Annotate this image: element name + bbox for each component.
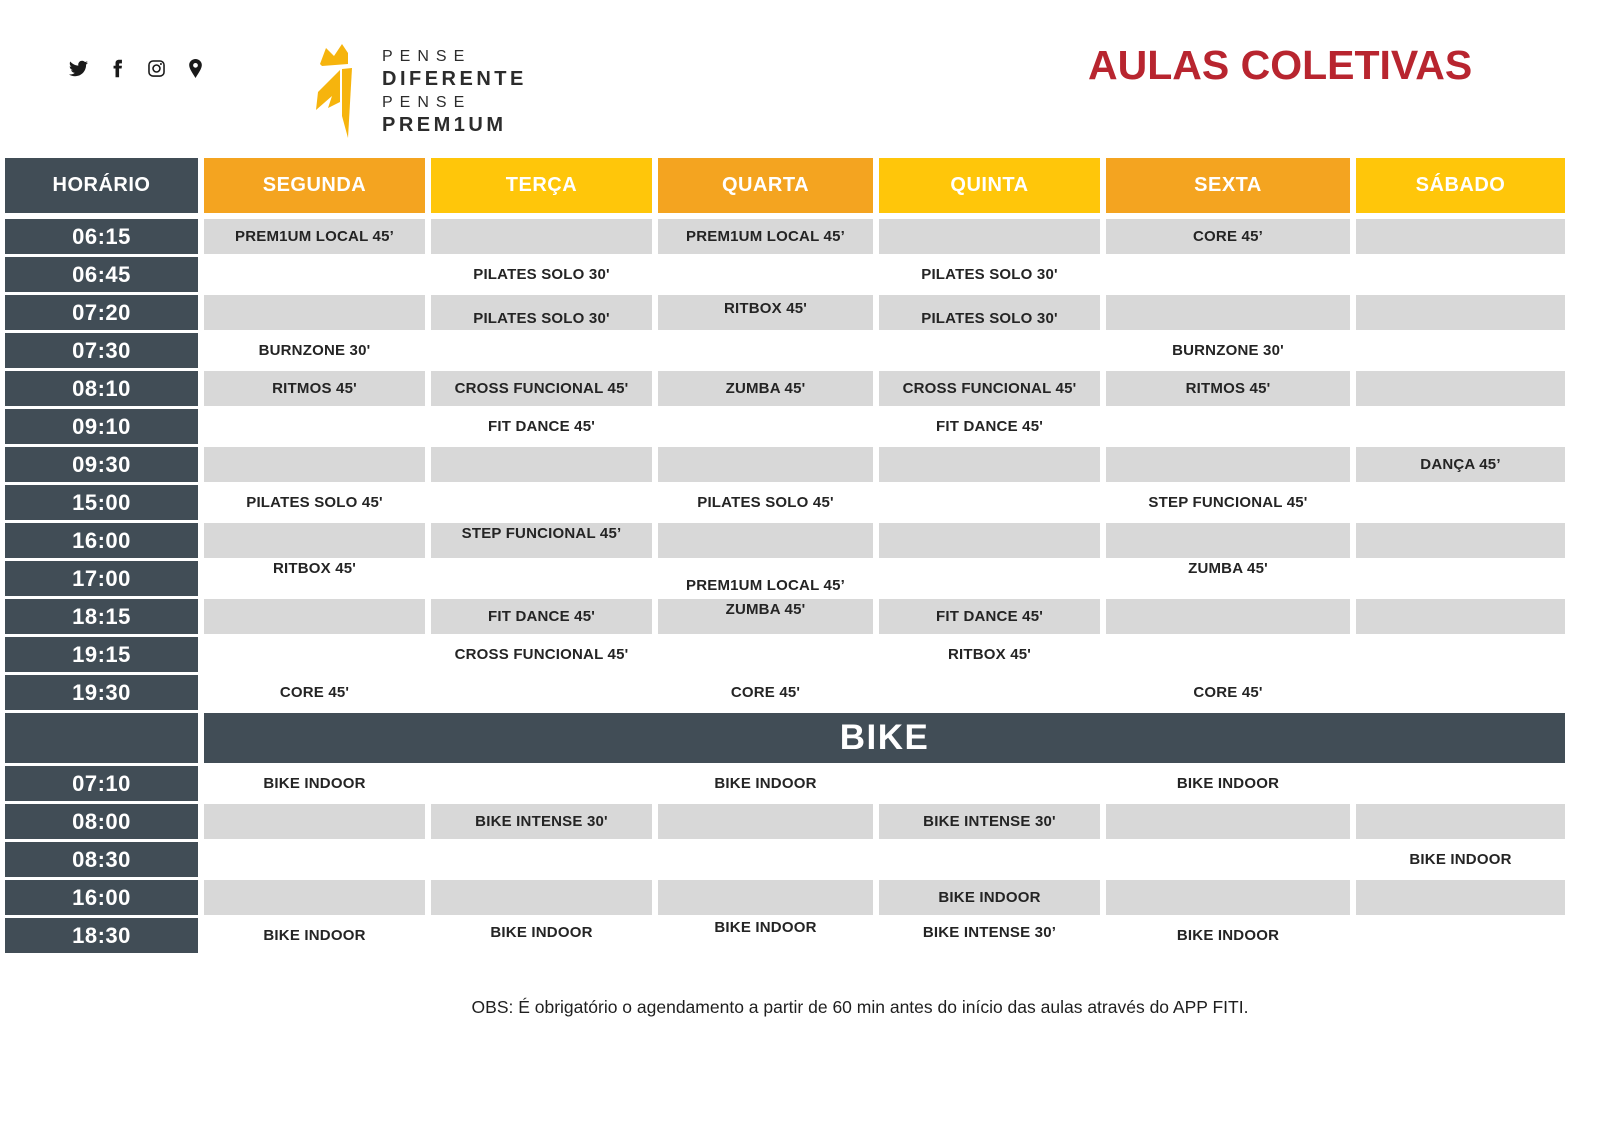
- class-cell: [1106, 880, 1350, 915]
- class-cell: [1356, 409, 1565, 444]
- class-cell: PREM1UM LOCAL 45’: [658, 219, 873, 254]
- table-row: [5, 257, 1565, 292]
- table-row: [5, 599, 1565, 634]
- class-cell: CROSS FUNCIONAL 45': [454, 646, 629, 663]
- class-cell: [1356, 257, 1565, 292]
- class-cell: [204, 599, 425, 634]
- instagram-icon[interactable]: [146, 58, 167, 79]
- class-cell: [879, 447, 1100, 482]
- class-cell: [431, 485, 652, 520]
- class-cell: [658, 409, 873, 444]
- time-cell: 06:45: [5, 257, 198, 292]
- class-cell: [658, 880, 873, 915]
- class-cell: [1106, 804, 1350, 839]
- class-cell: BIKE INDOOR: [714, 775, 817, 792]
- class-cell: [1356, 637, 1565, 672]
- class-cell: BIKE INDOOR: [1176, 927, 1280, 944]
- column-header-segunda: SEGUNDA: [204, 158, 425, 213]
- bike-section-row: [5, 713, 1565, 763]
- footer-note: OBS: É obrigatório o agendamento a partir de 60 min antes do início das aulas através do APP FITI.: [471, 997, 1249, 1017]
- column-header-horário: HORÁRIO: [5, 158, 198, 213]
- class-cell: [1106, 523, 1350, 558]
- column-header-quinta: QUINTA: [879, 158, 1100, 213]
- class-cell: [1356, 675, 1565, 710]
- class-cell: FIT DANCE 45': [879, 599, 1100, 634]
- class-cell: [658, 523, 873, 558]
- class-cell: PILATES SOLO 30': [879, 295, 1100, 330]
- logo-text: [382, 44, 527, 136]
- class-cell: DANÇA 45’: [1356, 447, 1565, 482]
- table-row: [5, 842, 1565, 877]
- table-row: [5, 371, 1565, 406]
- table-header-row: [5, 158, 1565, 213]
- class-cell: [658, 257, 873, 292]
- class-cell: [879, 333, 1100, 368]
- logo-line-3: PENSE: [382, 94, 472, 111]
- class-cell: [1356, 295, 1565, 330]
- table-row: [5, 766, 1565, 801]
- class-cell: BIKE INDOOR: [879, 880, 1100, 915]
- class-cell: [204, 523, 425, 558]
- class-cell: [204, 447, 425, 482]
- class-cell: BIKE INDOOR: [490, 924, 593, 941]
- table-row: [5, 918, 1565, 953]
- time-cell: 09:30: [5, 447, 198, 482]
- class-cell: [658, 804, 873, 839]
- class-cell: [204, 637, 425, 672]
- class-cell: RITMOS 45': [1106, 371, 1350, 406]
- class-cell: CORE 45’: [1106, 219, 1350, 254]
- schedule-rows: [5, 219, 1565, 710]
- bike-section-header: BIKE: [204, 713, 1565, 763]
- time-cell: 07:20: [5, 295, 198, 330]
- class-cell: [1106, 447, 1350, 482]
- table-row: [5, 675, 1565, 710]
- class-cell: BIKE INTENSE 30': [431, 804, 652, 839]
- class-cell: PILATES SOLO 30': [473, 266, 610, 283]
- time-cell: 19:15: [5, 637, 198, 672]
- time-cell: 09:10: [5, 409, 198, 444]
- class-cell: PREM1UM LOCAL 45’: [686, 577, 845, 594]
- table-row: [5, 447, 1565, 482]
- logo-line-2: DIFERENTE: [382, 68, 527, 90]
- table-row: [5, 880, 1565, 915]
- class-cell: [1106, 842, 1350, 877]
- class-cell: BIKE INDOOR: [263, 927, 366, 944]
- table-row: [5, 485, 1565, 520]
- class-cell: [204, 804, 425, 839]
- class-cell: [879, 842, 1100, 877]
- class-cell: FIT DANCE 45': [431, 599, 652, 634]
- location-pin-icon[interactable]: [185, 58, 206, 79]
- class-cell: [1356, 766, 1565, 801]
- class-cell: FIT DANCE 45': [935, 418, 1043, 435]
- table-row: [5, 637, 1565, 672]
- class-cell: PILATES SOLO 45': [246, 494, 383, 511]
- crown-ribbon-icon: [306, 44, 366, 138]
- class-cell: [204, 409, 425, 444]
- time-cell: 08:30: [5, 842, 198, 877]
- class-cell: CORE 45': [730, 684, 801, 701]
- class-cell: [204, 880, 425, 915]
- class-cell: [1356, 561, 1565, 596]
- class-cell: [1356, 880, 1565, 915]
- class-cell: PILATES SOLO 45': [697, 494, 834, 511]
- logo-line-4: PREM1UM: [382, 114, 507, 136]
- class-cell: [431, 880, 652, 915]
- class-cell: [879, 561, 1100, 596]
- class-cell: CORE 45': [1193, 684, 1263, 701]
- class-cell: BIKE INDOOR: [714, 919, 817, 936]
- class-cell: CROSS FUNCIONAL 45': [431, 371, 652, 406]
- class-cell: [879, 675, 1100, 710]
- twitter-icon[interactable]: [68, 58, 89, 79]
- logo-line-1: PENSE: [382, 48, 472, 65]
- class-cell: RITBOX 45': [947, 646, 1032, 663]
- table-row: [5, 804, 1565, 839]
- class-cell: [1356, 523, 1565, 558]
- class-cell: [1106, 295, 1350, 330]
- class-cell: [1106, 599, 1350, 634]
- time-cell: 15:00: [5, 485, 198, 520]
- time-cell: 18:30: [5, 918, 198, 953]
- table-row: [5, 409, 1565, 444]
- table-row: [5, 523, 1565, 558]
- class-cell: ZUMBA 45': [658, 599, 873, 634]
- column-header-sábado: SÁBADO: [1356, 158, 1565, 213]
- class-cell: CROSS FUNCIONAL 45': [879, 371, 1100, 406]
- class-cell: BIKE INTENSE 30’: [922, 924, 1057, 941]
- time-cell: 17:00: [5, 561, 198, 596]
- class-cell: [204, 842, 425, 877]
- class-cell: [1356, 371, 1565, 406]
- table-row: [5, 295, 1565, 330]
- class-cell: ZUMBA 45': [1188, 560, 1268, 577]
- class-cell: [1356, 485, 1565, 520]
- class-cell: [1356, 333, 1565, 368]
- table-row: [5, 561, 1565, 596]
- class-cell: [431, 766, 652, 801]
- class-cell: [431, 447, 652, 482]
- class-cell: [1356, 804, 1565, 839]
- class-cell: CORE 45': [279, 684, 350, 701]
- class-cell: [879, 219, 1100, 254]
- column-header-sexta: SEXTA: [1106, 158, 1350, 213]
- time-cell: 16:00: [5, 880, 198, 915]
- class-cell: [431, 333, 652, 368]
- time-cell: 18:15: [5, 599, 198, 634]
- schedule-table: [5, 158, 1565, 956]
- class-cell: BIKE INDOOR: [1176, 775, 1280, 792]
- class-cell: [1356, 918, 1565, 953]
- time-cell: 07:10: [5, 766, 198, 801]
- class-cell: BIKE INDOOR: [263, 775, 366, 792]
- class-cell: [431, 842, 652, 877]
- logo: [306, 44, 527, 138]
- class-cell: FIT DANCE 45': [487, 418, 595, 435]
- class-cell: STEP FUNCIONAL 45’: [431, 523, 652, 558]
- class-cell: BURNZONE 30': [258, 342, 371, 359]
- class-cell: BURNZONE 30': [1172, 342, 1284, 359]
- class-cell: RITMOS 45': [204, 371, 425, 406]
- social-icons: [68, 58, 206, 79]
- class-cell: [1356, 219, 1565, 254]
- class-cell: [1106, 409, 1350, 444]
- class-cell: PILATES SOLO 30': [921, 266, 1058, 283]
- time-cell: 19:30: [5, 675, 198, 710]
- time-cell: 08:10: [5, 371, 198, 406]
- class-cell: [1356, 599, 1565, 634]
- table-row: [5, 219, 1565, 254]
- class-cell: [879, 485, 1100, 520]
- page-title: AULAS COLETIVAS: [1088, 42, 1473, 88]
- time-cell: 06:15: [5, 219, 198, 254]
- class-cell: [431, 675, 652, 710]
- column-header-terça: TERÇA: [431, 158, 652, 213]
- class-cell: BIKE INDOOR: [1409, 851, 1512, 868]
- class-cell: [879, 523, 1100, 558]
- class-cell: [658, 637, 873, 672]
- column-header-quarta: QUARTA: [658, 158, 873, 213]
- class-cell: [1106, 257, 1350, 292]
- class-cell: [431, 561, 652, 596]
- time-cell: 08:00: [5, 804, 198, 839]
- class-cell: [658, 333, 873, 368]
- class-cell: RITBOX 45': [272, 560, 357, 577]
- time-cell: 07:30: [5, 333, 198, 368]
- table-row: [5, 333, 1565, 368]
- class-cell: [1106, 637, 1350, 672]
- class-cell: BIKE INTENSE 30': [879, 804, 1100, 839]
- band-spacer-cell: [5, 713, 198, 763]
- class-cell: [431, 219, 652, 254]
- bike-rows: [5, 766, 1565, 953]
- class-cell: PREM1UM LOCAL 45’: [204, 219, 425, 254]
- class-cell: [658, 447, 873, 482]
- class-cell: RITBOX 45': [658, 295, 873, 330]
- class-cell: STEP FUNCIONAL 45': [1148, 494, 1308, 511]
- class-cell: [879, 766, 1100, 801]
- class-cell: ZUMBA 45': [658, 371, 873, 406]
- facebook-icon[interactable]: [107, 58, 128, 79]
- class-cell: [204, 257, 425, 292]
- class-cell: [658, 842, 873, 877]
- class-cell: PILATES SOLO 30': [431, 295, 652, 330]
- class-cell: [204, 295, 425, 330]
- time-cell: 16:00: [5, 523, 198, 558]
